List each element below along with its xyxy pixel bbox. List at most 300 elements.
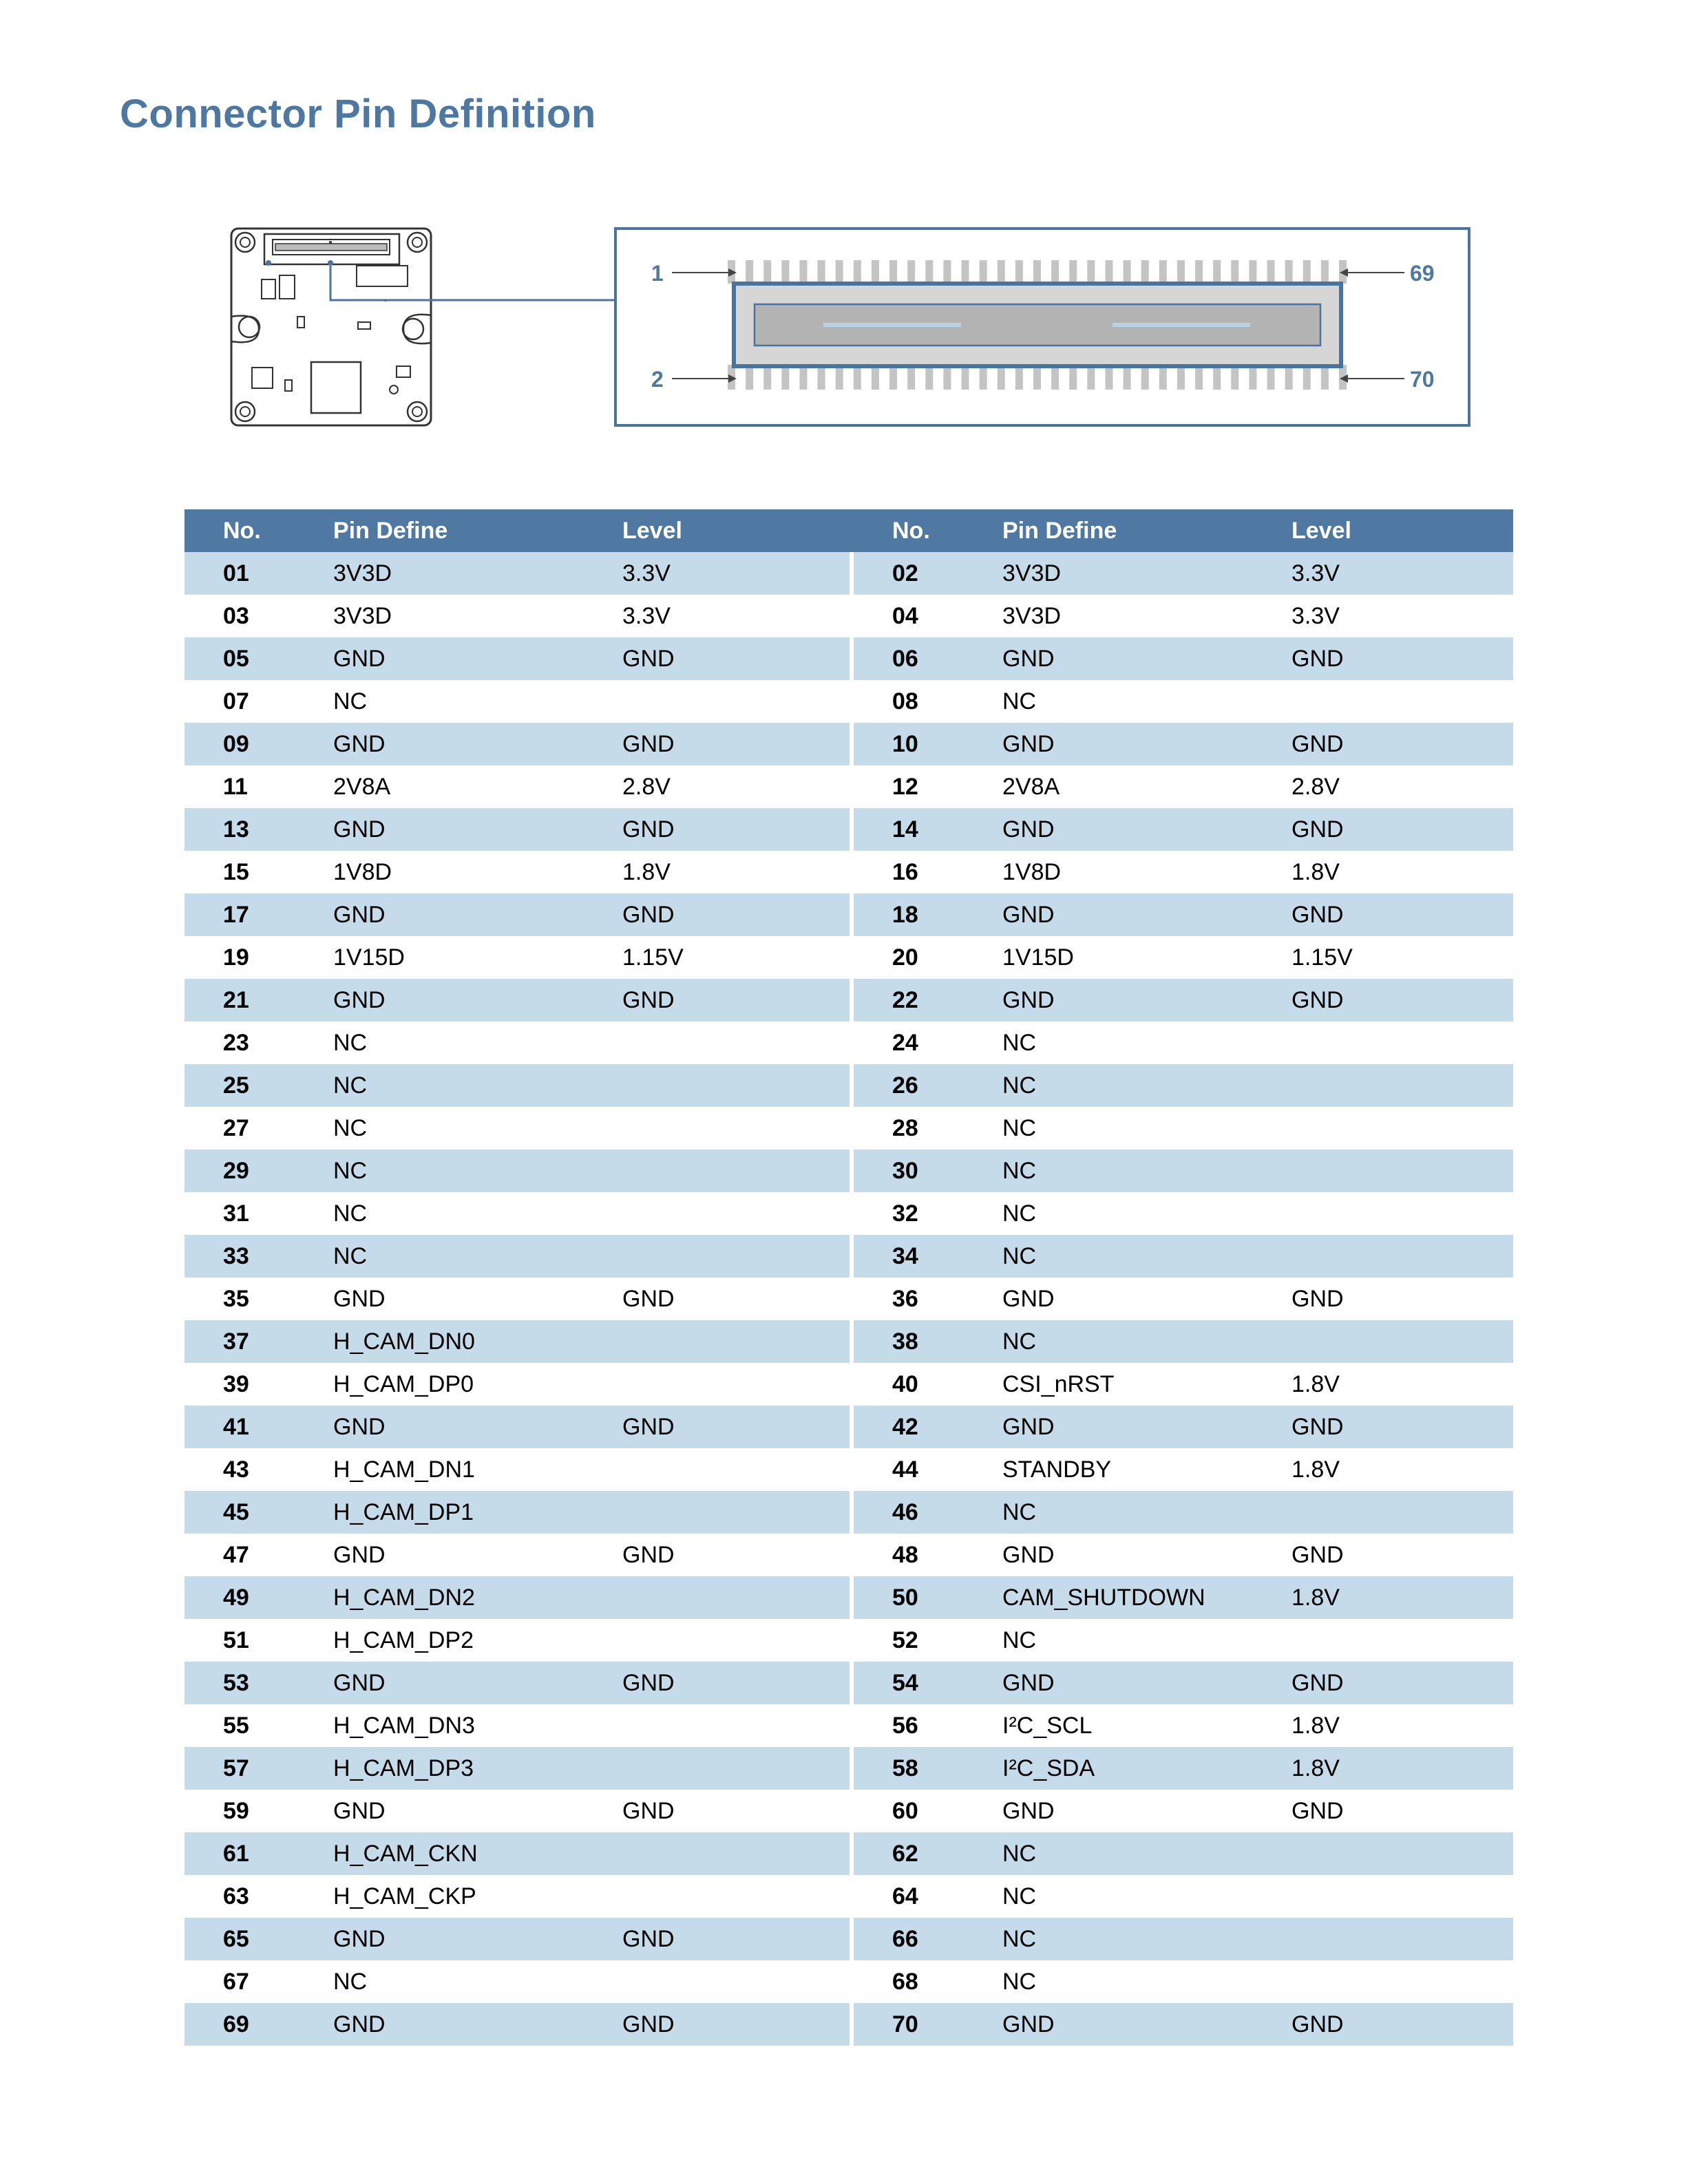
pin-define-right: I²C_SDA (1002, 1747, 1291, 1790)
pin-define-right: 2V8A (1002, 773, 1060, 800)
pin-number-left: 57 (184, 1747, 333, 1790)
pin-define-right: STANDBY (1002, 1456, 1112, 1483)
connector-pin (872, 365, 879, 390)
pin-number-right: 64 (892, 1883, 918, 1909)
table-row (184, 893, 1513, 936)
pin-level-right (1291, 1320, 1513, 1363)
pin-level-right (1291, 1064, 1513, 1107)
connector-pin (1285, 260, 1293, 284)
pin-number-left: 23 (223, 1029, 249, 1056)
pin-level-left (622, 1704, 850, 1747)
pin-define-left: GND (333, 1797, 386, 1824)
connector-pin (1124, 260, 1131, 284)
connector-pin (1087, 260, 1095, 284)
table-row (184, 808, 1513, 851)
pin-number-left: 51 (223, 1627, 249, 1653)
connector-pin (1087, 365, 1095, 390)
pin-define-right: NC (1002, 1029, 1037, 1056)
connector-pin (1069, 365, 1077, 390)
pin-define-right: GND (1002, 1797, 1055, 1824)
pin-number-left: 29 (184, 1150, 333, 1192)
pin-number-left: 53 (184, 1662, 333, 1704)
pin-70-label: 70 (1410, 367, 1435, 392)
pin-level-left (622, 1107, 850, 1150)
connector-pin (854, 365, 861, 390)
pin-number-left: 35 (223, 1285, 249, 1312)
pin-2-label: 2 (651, 367, 664, 392)
pin-define-left: GND (333, 1285, 386, 1312)
pin-level-right: 1.8V (1291, 1456, 1340, 1483)
pin-number-left: 59 (223, 1797, 249, 1824)
pin-define-right: GND (1002, 979, 1291, 1021)
pin-level-right: GND (1291, 1797, 1344, 1824)
pin-1-label: 1 (651, 261, 664, 286)
table-row (184, 637, 1513, 680)
table-row (184, 1150, 1513, 1192)
connector-pin (943, 365, 951, 390)
pin-number-right: 48 (892, 1541, 918, 1568)
pin-define-left: H_CAM_DN1 (333, 1456, 475, 1483)
pin-level-left: 1.8V (622, 858, 671, 885)
pin-number-right: 60 (892, 1797, 918, 1824)
pin-level-right: GND (1291, 808, 1513, 851)
pin-level-left (622, 1363, 850, 1406)
connector-pin (980, 365, 987, 390)
table-row (184, 1747, 1513, 1790)
pin-define-left: 1V8D (333, 858, 392, 885)
table-row (184, 1576, 1513, 1619)
pin-level-right: GND (1291, 1541, 1344, 1568)
header-no-right: No. (854, 509, 1002, 552)
pin-define-right: CSI_nRST (1002, 1370, 1115, 1397)
pin-define-left: H_CAM_DP1 (333, 1491, 622, 1534)
pin-level-right: GND (1291, 723, 1513, 765)
pin-level-right (1291, 1619, 1513, 1662)
pin-define-right: NC (1002, 1200, 1037, 1227)
table-row (184, 1662, 1513, 1704)
pin-define-right: NC (1002, 1114, 1037, 1141)
connector-pin (907, 365, 915, 390)
pin-number-right: 70 (854, 2003, 1002, 2046)
pin-define-right: NC (1002, 1320, 1291, 1363)
pin-number-left: 03 (223, 602, 249, 629)
pin-define-right: NC (1002, 688, 1037, 714)
header-no-left: No. (184, 509, 333, 552)
connector-pin (1033, 365, 1041, 390)
pin-level-left: GND (622, 2003, 850, 2046)
table-row (184, 1192, 1513, 1235)
connector-pin (1141, 260, 1149, 284)
pin-define-right: GND (1002, 808, 1291, 851)
connector-pin (1321, 365, 1329, 390)
pin-define-right: NC (1002, 1918, 1291, 1960)
connector-pin (998, 260, 1005, 284)
table-row (184, 1960, 1513, 2003)
table-row (184, 1619, 1513, 1662)
pin-level-left: 3.3V (622, 602, 671, 629)
pin-level-left: GND (622, 1662, 850, 1704)
connector-pin (1249, 260, 1256, 284)
connector-pin (1069, 260, 1077, 284)
pin-define-right: 3V3D (1002, 552, 1291, 595)
connector-pin (799, 365, 807, 390)
header-level-left: Level (622, 509, 850, 552)
pin-number-left: 31 (223, 1200, 249, 1227)
pin-level-right: 1.8V (1291, 1712, 1340, 1739)
pin-level-right: 3.3V (1291, 552, 1513, 595)
pin-level-right (1291, 1021, 1513, 1064)
pin-number-left: 17 (184, 893, 333, 936)
pin-define-left: 3V3D (333, 552, 622, 595)
pin-number-right: 32 (892, 1200, 918, 1227)
pin-level-right: GND (1291, 637, 1513, 680)
connector-pin (1051, 260, 1059, 284)
connector-pin (746, 260, 753, 284)
pin-define-left: NC (333, 1029, 368, 1056)
connector-pin (1105, 365, 1113, 390)
pin-number-left: 19 (223, 944, 249, 971)
pin-number-right: 10 (854, 723, 1002, 765)
pin-define-left: NC (333, 1235, 622, 1278)
pin-number-right: 52 (892, 1627, 918, 1653)
pin-level-right (1291, 1491, 1513, 1534)
connector-pin (781, 365, 789, 390)
table-row (184, 1918, 1513, 1960)
pin-level-right (1291, 1832, 1513, 1875)
table-row (184, 1021, 1513, 1064)
pin-define-left: GND (333, 1541, 386, 1568)
header-pin-define-left: Pin Define (333, 509, 622, 552)
pin-level-left (622, 1747, 850, 1790)
pin-number-right: 28 (892, 1114, 918, 1141)
table-row (184, 1278, 1513, 1320)
pin-number-left: 61 (184, 1832, 333, 1875)
pin-number-left: 65 (184, 1918, 333, 1960)
table-row (184, 1704, 1513, 1747)
pin-number-left: 41 (184, 1406, 333, 1448)
pin-level-left (622, 1875, 850, 1918)
pin-level-right (1291, 1150, 1513, 1192)
pin-define-right: GND (1002, 893, 1291, 936)
pin-level-right: 1.8V (1291, 1370, 1340, 1397)
connector-pin (925, 365, 933, 390)
pin-level-right: 1.8V (1291, 1747, 1513, 1790)
connector-pins-bottom (728, 365, 1347, 390)
pin-level-right: 1.8V (1291, 858, 1340, 885)
pin-define-right: GND (1002, 1662, 1291, 1704)
pin-define-right: GND (1002, 723, 1291, 765)
pin-define-left: 1V15D (333, 944, 405, 971)
pin-level-left: 1.15V (622, 944, 684, 971)
table-row (184, 680, 1513, 723)
pin-number-left: 05 (184, 637, 333, 680)
pin-number-left: 07 (223, 688, 249, 714)
pin-define-left: H_CAM_CKN (333, 1832, 622, 1875)
header-pin-define-right: Pin Define (1002, 509, 1291, 552)
table-row (184, 1235, 1513, 1278)
pin-level-left (622, 1832, 850, 1875)
pin-number-right: 20 (892, 944, 918, 971)
pin-level-left (622, 1576, 850, 1619)
connector-pin (998, 365, 1005, 390)
pin-level-right: GND (1291, 2003, 1513, 2046)
pin-define-left: NC (333, 688, 368, 714)
header-level-right: Level (1291, 509, 1513, 552)
table-row (184, 1107, 1513, 1150)
pin-number-right: 40 (892, 1370, 918, 1397)
pin-level-left: 2.8V (622, 773, 671, 800)
pin-number-right: 06 (854, 637, 1002, 680)
pin-number-right: 12 (892, 773, 918, 800)
connector-pin (872, 260, 879, 284)
table-row (184, 723, 1513, 765)
connector-pin (818, 365, 825, 390)
table-row (184, 936, 1513, 979)
connector-pins-top (728, 260, 1347, 284)
pin-level-right: 3.3V (1291, 602, 1340, 629)
pin-level-right (1291, 1107, 1513, 1150)
pin-define-left: GND (333, 808, 622, 851)
pin-number-right: 08 (892, 688, 918, 714)
pin-number-right: 44 (892, 1456, 918, 1483)
connector-pin (799, 260, 807, 284)
pin-level-left: GND (622, 1797, 675, 1824)
pin-level-left: GND (622, 979, 850, 1021)
pin-define-right: GND (1002, 637, 1291, 680)
connector-pin (1213, 365, 1221, 390)
pin-define-right: GND (1002, 1541, 1055, 1568)
pin-level-right: GND (1291, 1406, 1513, 1448)
table-row (184, 1320, 1513, 1363)
pin-number-left: 69 (184, 2003, 333, 2046)
pin-define-left: NC (333, 1968, 368, 1995)
connector-pin (980, 260, 987, 284)
pin-level-left (622, 1320, 850, 1363)
table-row (184, 1534, 1513, 1576)
pin-define-left: NC (333, 1064, 622, 1107)
table-row (184, 1448, 1513, 1491)
pin-define-right: NC (1002, 1832, 1291, 1875)
pin-level-right: GND (1291, 893, 1513, 936)
connector-pin (1033, 260, 1041, 284)
connector-pin (962, 260, 969, 284)
table-row (184, 1491, 1513, 1534)
connector-pin (1267, 260, 1275, 284)
pin-number-right: 38 (854, 1320, 1002, 1363)
connector-pin (943, 260, 951, 284)
pin-define-right: I²C_SCL (1002, 1712, 1093, 1739)
pin-number-left: 67 (223, 1968, 249, 1995)
connector-pin (1285, 365, 1293, 390)
pin-level-left (622, 1960, 850, 2003)
connector-pin (1141, 365, 1149, 390)
pin-define-right: 1V8D (1002, 858, 1062, 885)
pin-define-left: H_CAM_CKP (333, 1883, 476, 1909)
table-row (184, 1064, 1513, 1107)
pin-level-right (1291, 1960, 1513, 2003)
pin-level-left (622, 680, 850, 723)
pin-define-left: GND (333, 1406, 622, 1448)
table-row (184, 552, 1513, 595)
pin-level-right: 1.15V (1291, 944, 1353, 971)
pin-number-right: 62 (854, 1832, 1002, 1875)
connector-pin (1303, 260, 1311, 284)
pin-define-left: 2V8A (333, 773, 391, 800)
pin-level-left: GND (622, 637, 850, 680)
pin-number-right: 54 (854, 1662, 1002, 1704)
pin-define-left: H_CAM_DN0 (333, 1320, 622, 1363)
connector-pin (907, 260, 915, 284)
pin-number-left: 47 (223, 1541, 249, 1568)
pin-define-right: GND (1002, 1406, 1291, 1448)
pin-number-left: 15 (223, 858, 249, 885)
pin-level-left (622, 1235, 850, 1278)
pin-number-right: 02 (854, 552, 1002, 595)
pin-level-left: GND (622, 1541, 675, 1568)
connector-pin (1195, 260, 1203, 284)
table-row (184, 1406, 1513, 1448)
pin-number-right: 24 (892, 1029, 918, 1056)
pin-level-right: GND (1291, 1285, 1344, 1312)
pin-number-left: 25 (184, 1064, 333, 1107)
pin-level-left (622, 1619, 850, 1662)
connector-pin (889, 260, 897, 284)
pin-level-left (622, 1448, 850, 1491)
pin-number-left: 33 (184, 1235, 333, 1278)
pin-define-left: H_CAM_DP0 (333, 1370, 474, 1397)
pin-define-left: GND (333, 2003, 622, 2046)
page-title: Connector Pin Definition (120, 92, 596, 136)
connector-pin (1231, 365, 1238, 390)
connector-pin (836, 365, 843, 390)
table-row (184, 595, 1513, 637)
connector-pin (1015, 365, 1023, 390)
pin-define-left: GND (333, 1662, 622, 1704)
table-header-row (184, 509, 1513, 552)
pin-number-left: 39 (223, 1370, 249, 1397)
pin-define-right: NC (1002, 1150, 1291, 1192)
pin-level-left (622, 1064, 850, 1107)
connector-pin (1177, 260, 1185, 284)
connector-pin (889, 365, 897, 390)
connector-pin (1124, 365, 1131, 390)
camera-board-illustration (230, 227, 643, 434)
pin-define-left: H_CAM_DN2 (333, 1576, 622, 1619)
pin-level-right (1291, 1918, 1513, 1960)
pin-define-left: 3V3D (333, 602, 392, 629)
pin-number-left: 01 (184, 552, 333, 595)
connector-pin (1105, 260, 1113, 284)
pin-level-left (622, 1192, 850, 1235)
connector-zoom-diagram (613, 227, 1480, 434)
pin-number-right: 58 (854, 1747, 1002, 1790)
pin-number-right: 14 (854, 808, 1002, 851)
pin-number-left: 63 (223, 1883, 249, 1909)
pin-number-right: 30 (854, 1150, 1002, 1192)
pin-level-left: GND (622, 808, 850, 851)
pin-define-left: NC (333, 1114, 368, 1141)
pin-level-left: GND (622, 1285, 675, 1312)
pin-number-left: 11 (223, 773, 248, 800)
table-row (184, 979, 1513, 1021)
pin-level-left (622, 1150, 850, 1192)
pin-number-right: 68 (892, 1968, 918, 1995)
pin-define-right: NC (1002, 1064, 1291, 1107)
connector-pin (1177, 365, 1185, 390)
pin-level-right: GND (1291, 1662, 1513, 1704)
pin-level-right: 1.8V (1291, 1576, 1513, 1619)
pin-level-right: 2.8V (1291, 773, 1340, 800)
pin-define-left: GND (333, 723, 622, 765)
pin-define-right: NC (1002, 1627, 1037, 1653)
pin-define-right: GND (1002, 2003, 1291, 2046)
table-row (184, 851, 1513, 893)
pin-number-left: 45 (184, 1491, 333, 1534)
pin-level-left (622, 1021, 850, 1064)
pin-define-right: 3V3D (1002, 602, 1062, 629)
pin-level-left: 3.3V (622, 552, 850, 595)
pin-define-right: NC (1002, 1491, 1291, 1534)
pin-number-left: 27 (223, 1114, 249, 1141)
connector-pin (763, 260, 771, 284)
connector-pin (1159, 365, 1167, 390)
pin-define-right: NC (1002, 1968, 1037, 1995)
connector-pin (746, 365, 753, 390)
pin-number-left: 43 (223, 1456, 249, 1483)
pin-define-left: GND (333, 979, 622, 1021)
pin-define-right: CAM_SHUTDOWN (1002, 1576, 1291, 1619)
connector-pin (1015, 260, 1023, 284)
pin-number-right: 18 (854, 893, 1002, 936)
connector-pin (1051, 365, 1059, 390)
connector-pin (1303, 365, 1311, 390)
pin-define-left: H_CAM_DN3 (333, 1712, 475, 1739)
pin-number-left: 49 (184, 1576, 333, 1619)
pin-number-left: 21 (184, 979, 333, 1021)
pin-number-right: 50 (854, 1576, 1002, 1619)
table-row (184, 2003, 1513, 2046)
connector-pin (1195, 365, 1203, 390)
pin-number-right: 56 (892, 1712, 918, 1739)
pin-level-right (1291, 1192, 1513, 1235)
table-row (184, 1832, 1513, 1875)
connector-pin (763, 365, 771, 390)
pin-number-right: 16 (892, 858, 918, 885)
pin-define-left: H_CAM_DP3 (333, 1747, 622, 1790)
pin-number-right: 34 (854, 1235, 1002, 1278)
pin-level-left (622, 1491, 850, 1534)
pin-number-right: 66 (854, 1918, 1002, 1960)
pin-define-right: NC (1002, 1235, 1291, 1278)
connector-pin (1213, 260, 1221, 284)
pin-define-left: GND (333, 1918, 622, 1960)
pin-definition-table (184, 509, 1513, 2046)
connector-pin (1267, 365, 1275, 390)
connector-pin (818, 260, 825, 284)
pin-define-left: NC (333, 1150, 622, 1192)
pin-number-left: 09 (184, 723, 333, 765)
pin-number-left: 37 (184, 1320, 333, 1363)
table-row (184, 765, 1513, 808)
pin-number-left: 13 (184, 808, 333, 851)
connector-pin (1231, 260, 1238, 284)
connector-pin (836, 260, 843, 284)
pin-number-right: 36 (892, 1285, 918, 1312)
pin-define-right: NC (1002, 1883, 1037, 1909)
table-row (184, 1363, 1513, 1406)
pin-number-right: 26 (854, 1064, 1002, 1107)
connector-pin (1249, 365, 1256, 390)
